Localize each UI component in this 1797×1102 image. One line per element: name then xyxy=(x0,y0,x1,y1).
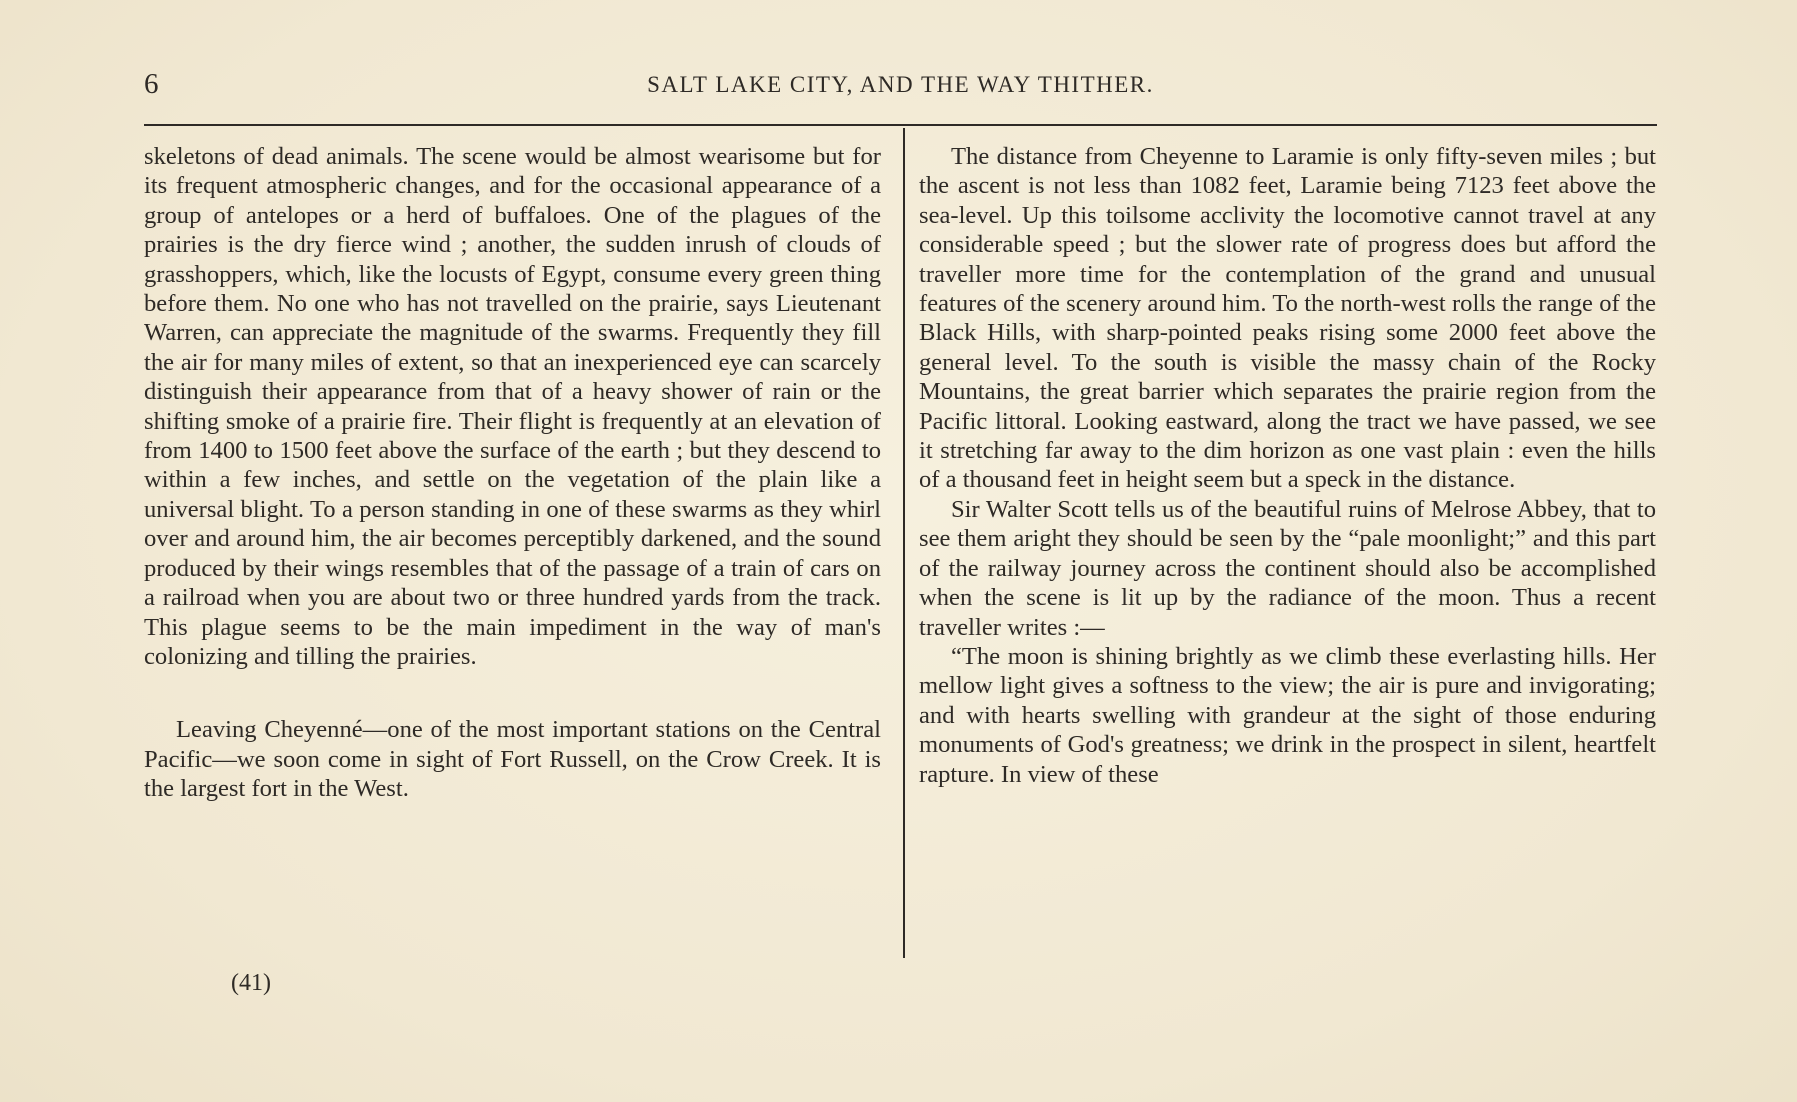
column-divider xyxy=(903,128,905,958)
left-paragraph-1: skeletons of dead animals. The scene would be almost wearisome but for its frequent atmospheric changes, and for the occasional appearance of a group of antelopes or a herd of buffaloes. One of the plagues of the prairies is the dry fierce wind ; another, the sudden inrush of clouds of grasshoppers, which, like the locusts of Egypt, consume every green thing before them. No one who has not travelled on the prairie, says Lieutenant Warren, can appreciate the magnitude of the swarms. Frequently they fill the air for many miles of extent, so that an inexperienced eye can scarcely distinguish their appearance from that of a heavy shower of rain or the shifting smoke of a prairie fire. Their flight is frequently at an elevation of from 1400 to 1500 feet above the surface of the earth ; but they descend to within a few inches, and settle on the vegetation of the plain like a universal blight. To a person standing in one of these swarms as they whirl over and around him, the air becomes perceptibly darkened, and the sound produced by their wings resembles that of the passage of a train of cars on a railroad when you are about two or three hundred yards from the track. This plague seems to be the main impediment in the way of man's colonizing and tilling the prairies. xyxy=(144,143,881,670)
right-paragraph-3: “The moon is shining brightly as we climb these everlasting hills. Her mellow light gives a softness to the view; the air is pure and invigorating; and with hearts swelling with grandeur at the sight of those enduring monuments of God's greatness; we drink in the prospect in silent, heartfelt rapture. In view of these xyxy=(919,642,1656,788)
signature-mark: (41) xyxy=(231,970,271,996)
left-column xyxy=(144,142,881,804)
running-head xyxy=(144,68,1657,104)
running-title: SALT LAKE CITY, AND THE WAY THITHER. xyxy=(647,72,1154,97)
header-rule xyxy=(144,124,1657,126)
left-paragraph-2: Leaving Cheyenné—one of the most important stations on the Central Pacific—we soon come in sight of Fort Russell, on the Crow Creek. It is the largest fort in the West. xyxy=(144,716,881,803)
right-paragraph-2: Sir Walter Scott tells us of the beautiful ruins of Melrose Abbey, that to see them aright they should be seen by the “pale moonlight;” and this part of the railway journey across the continent should also be accomplished when the scene is lit up by the radiance of the moon. Thus a recent traveller writes :— xyxy=(919,495,1656,641)
right-column xyxy=(919,142,1656,789)
page-number: 6 xyxy=(144,68,159,100)
right-paragraph-1: The distance from Cheyenne to Laramie is only fifty-seven miles ; but the ascent is not less than 1082 feet, Laramie being 7123 feet above the sea-level. Up this toilsome acclivity the locomotive cannot travel at any considerable speed ; but the slower rate of progress does but afford the traveller more time for the contemplation of the grand and unusual features of the scenery around him. To the north-west rolls the range of the Black Hills, with sharp-pointed peaks rising some 2000 feet above the general level. To the south is visible the massy chain of the Rocky Mountains, the great barrier which separates the prairie region from the Pacific littoral. Looking eastward, along the tract we have passed, we see it stretching far away to the dim horizon as one vast plain : even the hills of a thousand feet in height seem but a speck in the distance. xyxy=(919,143,1656,494)
